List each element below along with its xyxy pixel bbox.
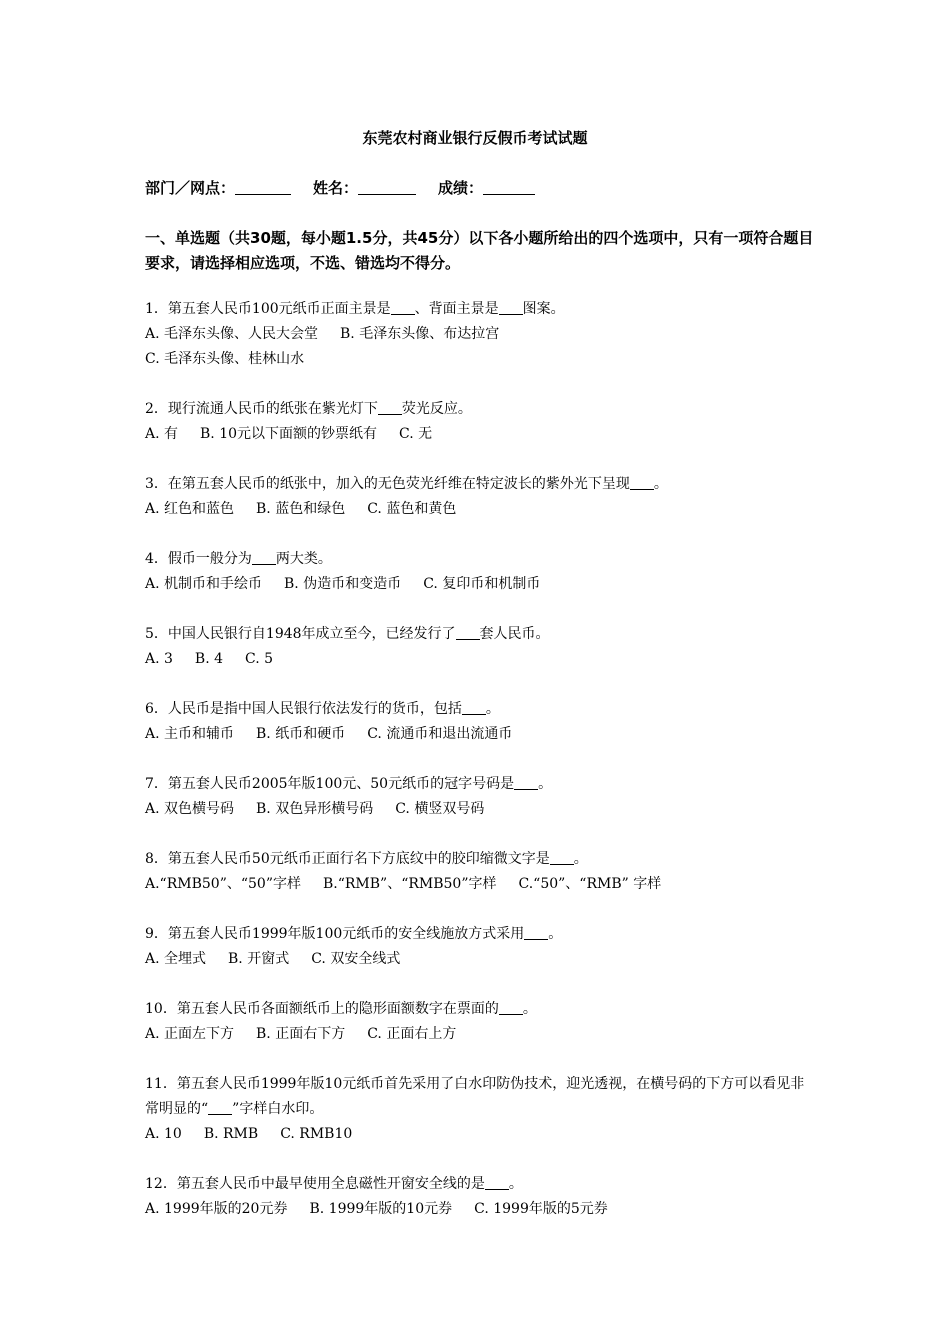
page-title: 东莞农村商业银行反假币考试试题 [362, 129, 588, 147]
option-choice: B. 双色异形横号码 [256, 801, 374, 817]
question-stem [145, 1172, 815, 1197]
option-choice: C. 双安全线式 [311, 951, 401, 967]
question-text: 7．第五套人民币2005年版100元、50元纸币的冠字号码是 [145, 776, 515, 792]
question-stem [145, 472, 815, 497]
question-text: 3．在第五套人民币的纸张中，加入的无色荧光纤维在特定波长的紫外光下呈现 [145, 476, 630, 492]
option-choice: B. 蓝色和绿色 [256, 501, 346, 517]
dept-blank [235, 180, 291, 195]
option-choice: B. 4 [194, 651, 224, 667]
option-choice: A. 红色和蓝色 [145, 501, 235, 517]
option-choice: C. 无 [399, 426, 433, 442]
options-line [145, 872, 815, 897]
question-text: 11．第五套人民币1999年版10元纸币首先采用了白水印防伪技术，迎光透视，在横号码的下方可以看见非常明显的“ [145, 1076, 805, 1117]
question-text: 图案。 [522, 301, 565, 317]
question-item [145, 1072, 815, 1147]
question-text: 套人民币。 [479, 626, 550, 642]
question-stem [145, 847, 815, 872]
option-choice: B.“RMB”、“RMB50”字样 [322, 876, 497, 892]
option-choice: B. 1999年版的10元券 [309, 1201, 453, 1217]
question-item [145, 997, 815, 1047]
question-text: 荧光反应。 [401, 401, 472, 417]
question-text: 。 [653, 476, 668, 492]
question-item [145, 297, 815, 372]
question-text: 10．第五套人民币各面额纸币上的隐形面额数字在票面的 [145, 1001, 499, 1017]
options-line [145, 1022, 815, 1047]
answer-blank [499, 300, 523, 315]
question-stem [145, 547, 815, 572]
options-line [145, 947, 815, 972]
option-choice: C. 1999年版的5元券 [474, 1201, 608, 1217]
question-text: 1．第五套人民币100元纸币正面主景是 [145, 301, 391, 317]
option-choice: B. RMB [203, 1126, 259, 1142]
option-choice: C. 5 [245, 651, 274, 667]
option-choice: C. 正面右上方 [367, 1026, 457, 1042]
question-item [145, 772, 815, 822]
question-text: 。 [485, 701, 500, 717]
score-label: 成绩： [438, 179, 484, 197]
question-item [145, 1172, 815, 1222]
question-text: 。 [548, 926, 563, 942]
options-line [145, 422, 815, 447]
option-choice: A. 3 [145, 651, 173, 667]
name-blank [358, 180, 416, 195]
exam-info-line [145, 177, 535, 198]
question-text: 。 [538, 776, 553, 792]
options-line [145, 347, 815, 372]
question-text: 。 [522, 1001, 537, 1017]
option-choice: B. 正面右下方 [256, 1026, 346, 1042]
option-choice: A. 有 [145, 426, 179, 442]
section-heading: 一、单选题（共30题，每小题1.5分，共45分）以下各小题所给出的四个选项中，只有一项符合题目要求，请选择相应选项，不选、错选均不得分。 [145, 229, 814, 272]
question-text: 6．人民币是指中国人民银行依法发行的货币，包括 [145, 701, 462, 717]
question-item [145, 922, 815, 972]
question-item [145, 847, 815, 897]
answer-blank [499, 1000, 523, 1015]
question-text: 、背面主景是 [414, 301, 499, 317]
question-text: 。 [573, 851, 588, 867]
option-choice: B. 伪造币和变造币 [284, 576, 402, 592]
question-text: 。 [508, 1176, 523, 1192]
answer-blank [456, 625, 480, 640]
question-item [145, 547, 815, 597]
question-stem [145, 1072, 815, 1122]
question-text: 4．假币一般分为 [145, 551, 252, 567]
question-stem [145, 697, 815, 722]
name-label: 姓名： [313, 179, 359, 197]
question-item [145, 697, 815, 747]
question-item [145, 397, 815, 447]
dept-label: 部门／网点： [145, 179, 236, 197]
option-choice: C. 蓝色和黄色 [367, 501, 457, 517]
option-choice: B. 开窗式 [228, 951, 290, 967]
option-choice: A. 正面左下方 [145, 1026, 235, 1042]
options-line [145, 722, 815, 747]
answer-blank [630, 475, 654, 490]
question-text: 12．第五套人民币中最早使用全息磁性开窗安全线的是 [145, 1176, 485, 1192]
option-choice: A. 全埋式 [145, 951, 207, 967]
options-line [145, 497, 815, 522]
question-stem [145, 997, 815, 1022]
answer-blank [208, 1100, 232, 1115]
option-choice: A. 1999年版的20元券 [145, 1201, 288, 1217]
answer-blank [514, 775, 538, 790]
question-stem [145, 297, 815, 322]
answer-blank [378, 400, 402, 415]
question-text: 8．第五套人民币50元纸币正面行名下方底纹中的胶印缩微文字是 [145, 851, 550, 867]
question-text: ”字样白水印。 [232, 1101, 324, 1117]
option-choice: B. 毛泽东头像、布达拉宫 [340, 326, 500, 342]
question-stem [145, 772, 815, 797]
options-line [145, 797, 815, 822]
option-choice: A.“RMB50”、“50”字样 [145, 876, 301, 892]
option-choice: A. 双色横号码 [145, 801, 235, 817]
score-blank [483, 180, 535, 195]
option-choice: A. 毛泽东头像、人民大会堂 [145, 326, 319, 342]
question-stem [145, 397, 815, 422]
answer-blank [252, 550, 276, 565]
question-stem [145, 622, 815, 647]
question-stem [145, 922, 815, 947]
question-item [145, 622, 815, 672]
answer-blank [550, 850, 574, 865]
option-choice: C. 毛泽东头像、桂林山水 [145, 351, 305, 367]
option-choice: C. 流通币和退出流通币 [367, 726, 513, 742]
option-choice: C. 复印币和机制币 [423, 576, 541, 592]
question-list [145, 297, 815, 1247]
option-choice: C. 横竖双号码 [395, 801, 485, 817]
option-choice: C. RMB10 [280, 1126, 353, 1142]
option-choice: A. 10 [145, 1126, 182, 1142]
option-choice: B. 10元以下面额的钞票纸有 [200, 426, 378, 442]
options-line [145, 572, 815, 597]
option-choice: A. 机制币和手绘币 [145, 576, 263, 592]
option-choice: C.“50”、“RMB” 字样 [518, 876, 662, 892]
question-text: 5．中国人民银行自1948年成立至今，已经发行了 [145, 626, 456, 642]
options-line [145, 647, 815, 672]
option-choice: B. 纸币和硬币 [256, 726, 346, 742]
question-text: 两大类。 [275, 551, 332, 567]
answer-blank [524, 925, 548, 940]
options-line [145, 1122, 815, 1147]
options-line [145, 322, 815, 347]
question-text: 2．现行流通人民币的纸张在紫光灯下 [145, 401, 378, 417]
option-choice: A. 主币和辅币 [145, 726, 235, 742]
answer-blank [485, 1175, 509, 1190]
question-text: 9．第五套人民币1999年版100元纸币的安全线施放方式采用 [145, 926, 525, 942]
answer-blank [462, 700, 486, 715]
question-item [145, 472, 815, 522]
options-line [145, 1197, 815, 1222]
answer-blank [391, 300, 415, 315]
